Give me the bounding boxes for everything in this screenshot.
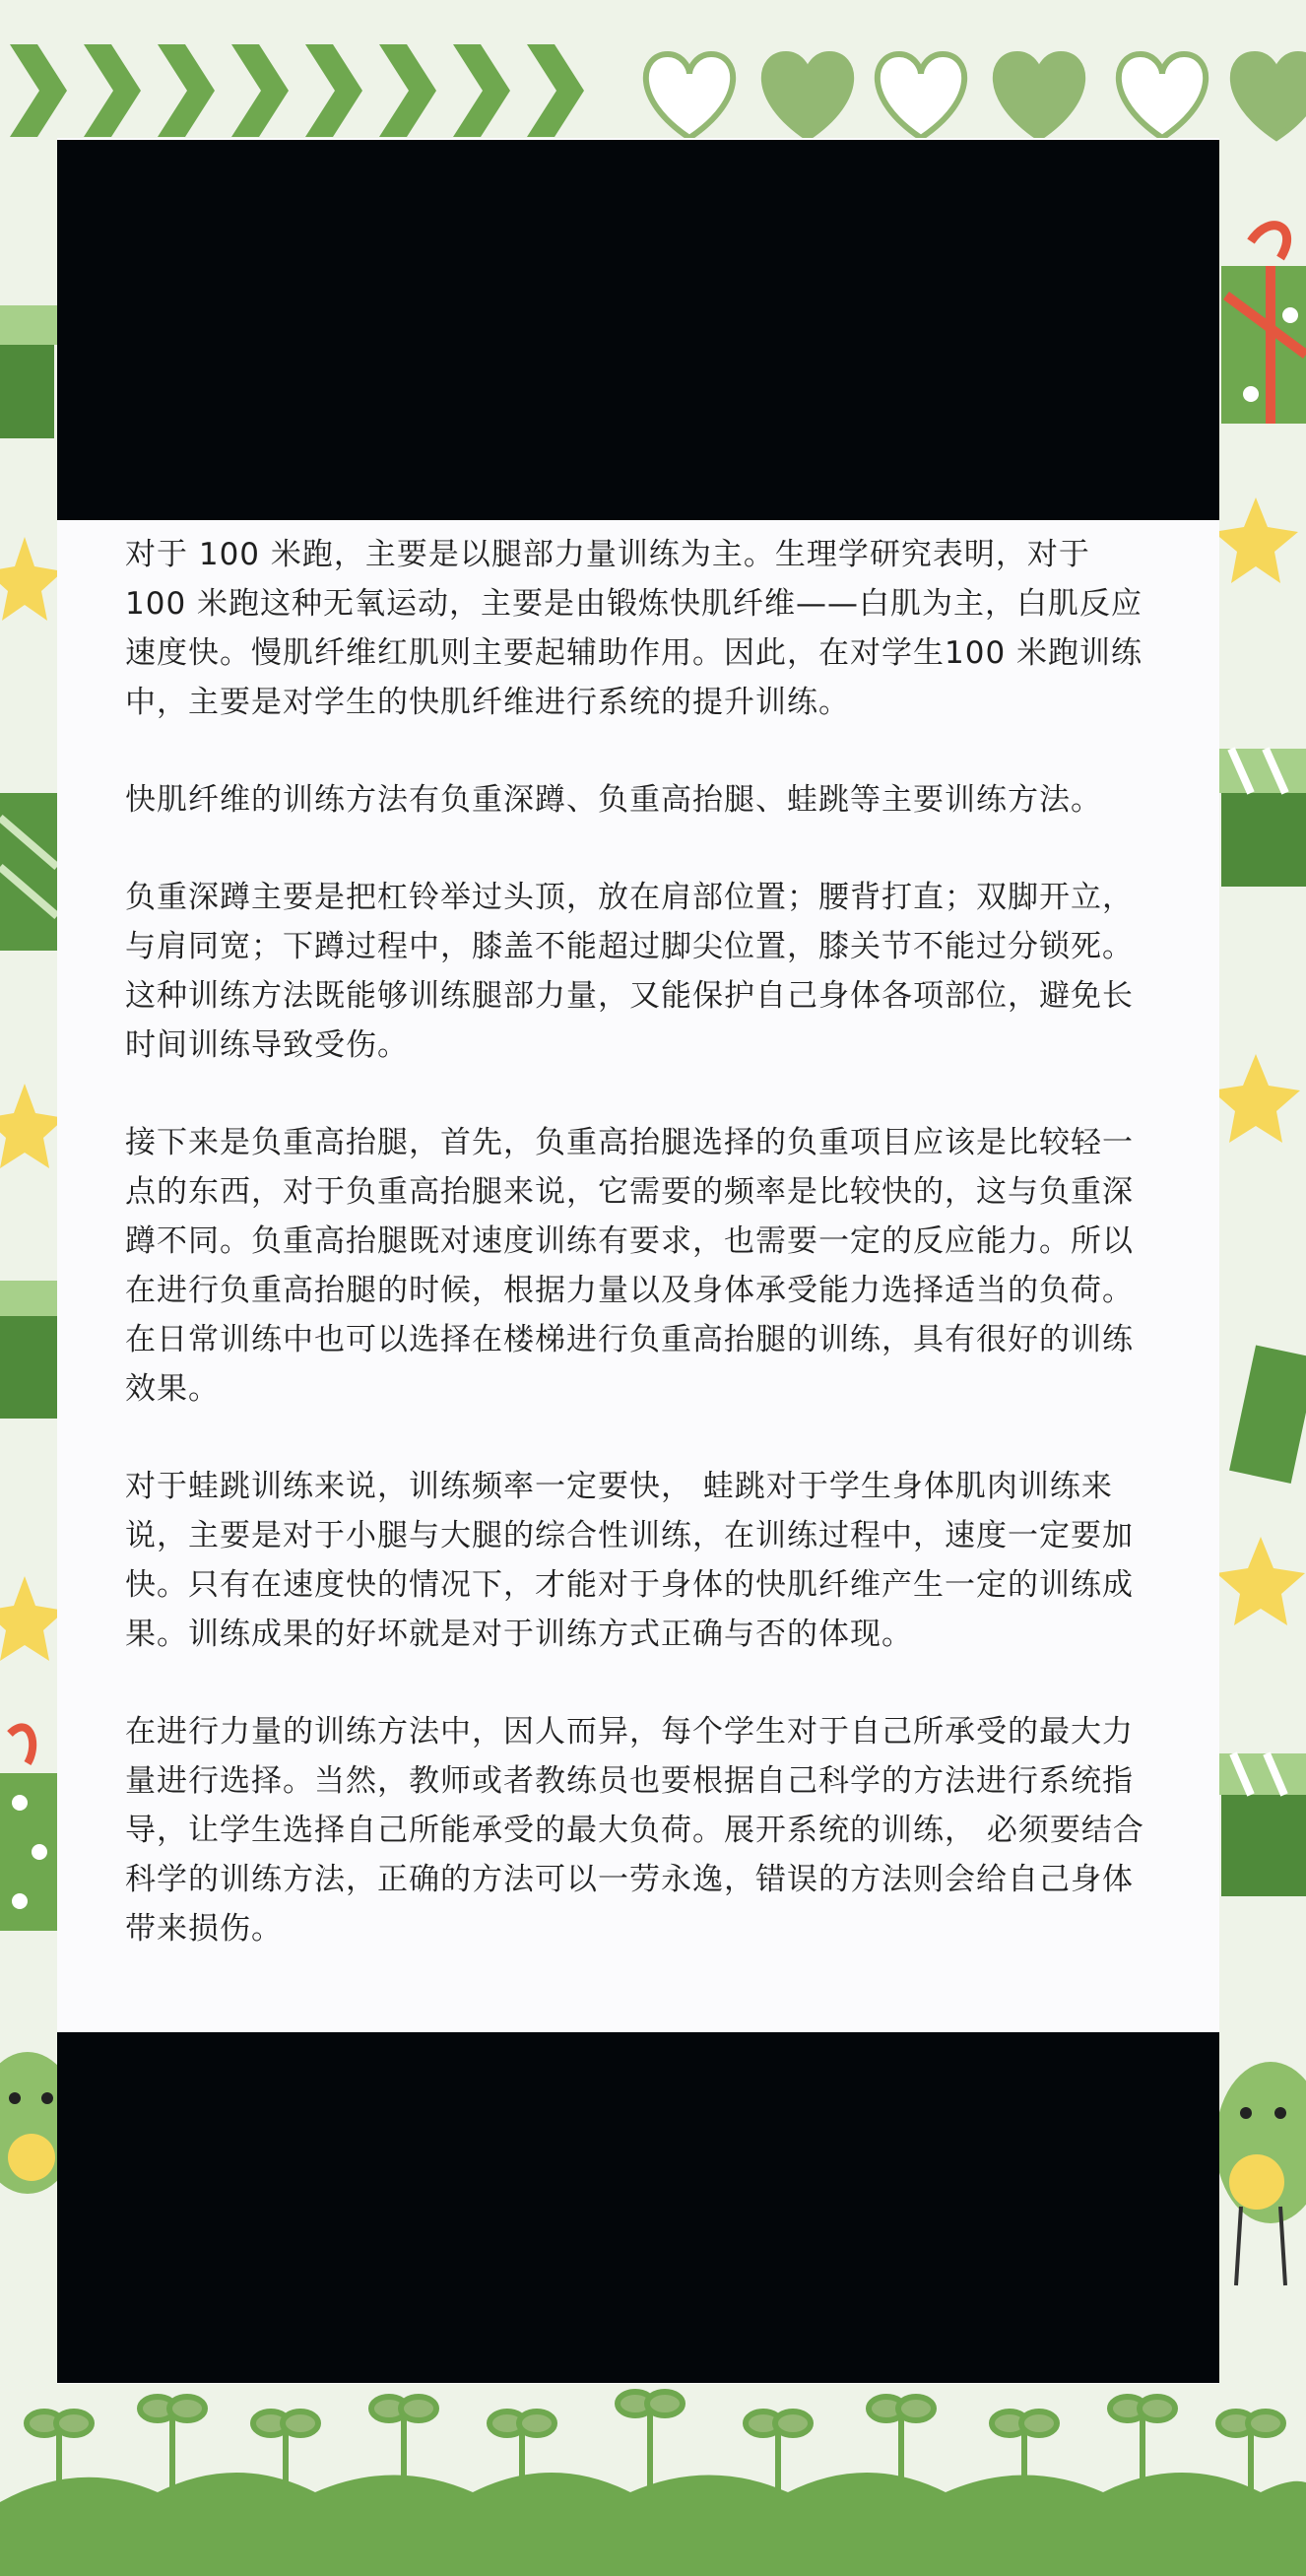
paragraph: 快肌纤维的训练方法有负重深蹲、负重高抬腿、蛙跳等主要训练方法。 [125, 782, 1102, 818]
redacted-header-block [57, 140, 1219, 520]
paragraph: 在进行力量的训练方法中，因人而异，每个学生对于自己所承受的最大力量进行选择。当然，教师或者教练员也要根据自己科学的方法进行系统指导，让学生选择自己所能承受的最大负荷。展开系统的训练， 必须要结合科学的训练方法，正确的方法可以一劳永逸，错误的方法则会给自己身体带来损伤。 [125, 1714, 1144, 1947]
chevron-row-icon [10, 44, 584, 137]
heart-row-icon [646, 54, 1306, 138]
redacted-footer-block [57, 2032, 1219, 2383]
sprout-row-icon [0, 2392, 1306, 2576]
paragraph: 对于 100 米跑，主要是以腿部力量训练为主。生理学研究表明，对于 100 米跑这种无氧运动，主要是由锻炼快肌纤维——白肌为主，白肌反应速度快。慢肌纤维红肌则主要起辅助作用。因此，在对学生100 米跑训练中，主要是对学生的快肌纤维进行系统的提升训练。 [125, 537, 1143, 720]
paragraph: 接下来是负重高抬腿，首先，负重高抬腿选择的负重项目应该是比较轻一点的东西，对于负重高抬腿来说，它需要的频率是比较快的，这与负重深蹲不同。负重高抬腿既对速度训练有要求，也需要一定的反应能力。所以在进行负重高抬腿的时候，根据力量以及身体承受能力选择适当的负荷。在日常训练中也可以选择在楼梯进行负重高抬腿的训练，具有很好的训练效果。 [125, 1125, 1134, 1407]
paragraph: 负重深蹲主要是把杠铃举过头顶，放在肩部位置；腰背打直；双脚开立，与肩同宽；下蹲过程中，膝盖不能超过脚尖位置，膝关节不能过分锁死。这种训练方法既能够训练腿部力量，又能保护自己身体各项部位，避免长时间训练导致受伤。 [125, 880, 1134, 1063]
paragraph: 对于蛙跳训练来说，训练频率一定要快， 蛙跳对于学生身体肌肉训练来说，主要是对于小腿与大腿的综合性训练，在训练过程中，速度一定要加快。只有在速度快的情况下，才能对于身体的快肌纤维产生一定的训练成果。训练成果的好坏就是对于训练方式正确与否的体现。 [125, 1469, 1134, 1652]
gift-icon [1217, 226, 1306, 1896]
article-body [125, 530, 1154, 2002]
